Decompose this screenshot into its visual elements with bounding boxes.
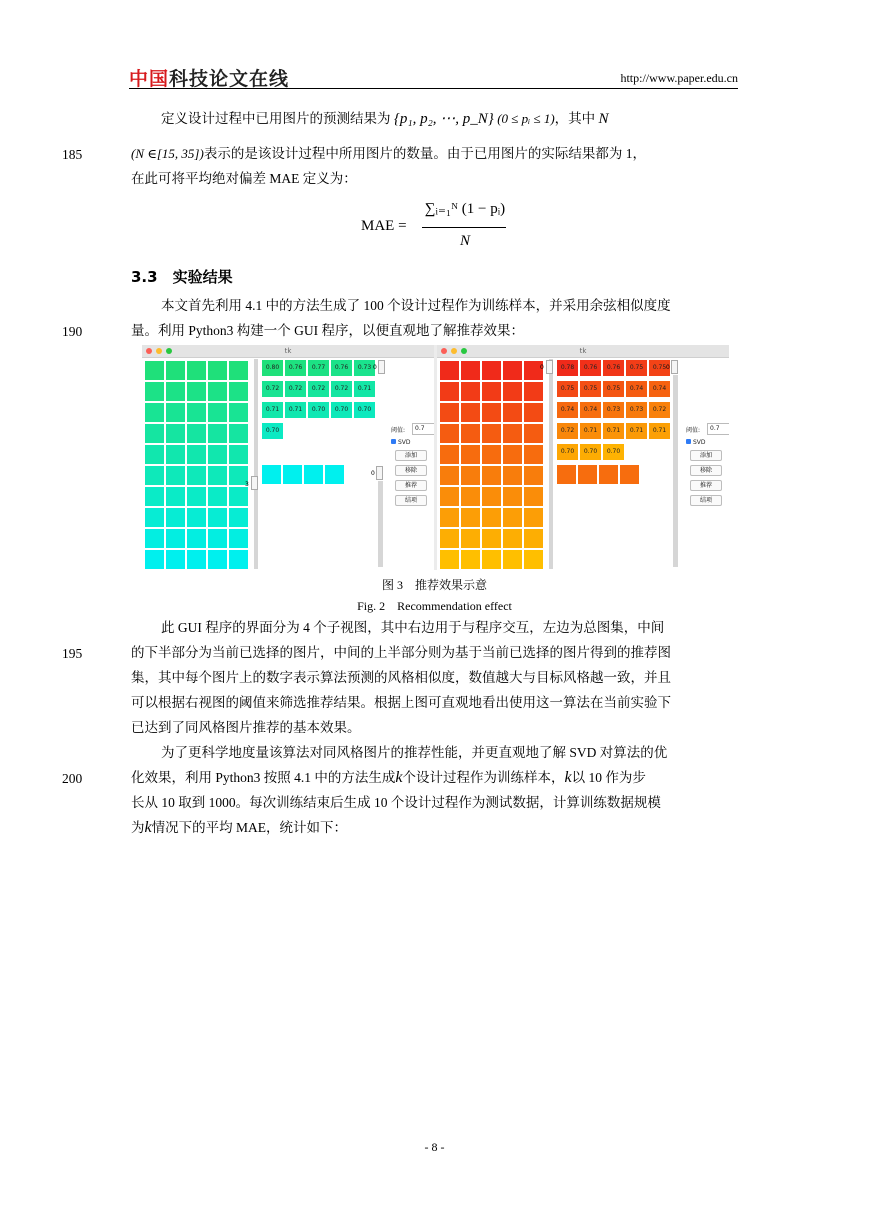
gallery-thumbnail[interactable]: [208, 466, 227, 485]
recommended-image[interactable]: 0.78: [557, 360, 578, 376]
window-title: tk: [284, 347, 292, 355]
gallery-thumbnail[interactable]: [440, 466, 459, 485]
spinbox[interactable]: [378, 360, 385, 374]
gallery-thumbnail[interactable]: [482, 550, 501, 569]
gallery-thumbnail[interactable]: [145, 550, 164, 569]
gallery-thumbnail[interactable]: [145, 445, 164, 464]
recommended-image[interactable]: 0.76: [285, 360, 306, 376]
gallery-thumbnail[interactable]: [524, 466, 543, 485]
gui-window-left: [142, 345, 434, 570]
spin-value-mid: 3: [245, 481, 249, 488]
recommended-image[interactable]: 0.72: [285, 381, 306, 397]
gallery-thumbnail[interactable]: [461, 361, 480, 380]
gallery-thumbnail[interactable]: [440, 508, 459, 527]
gallery-thumbnail[interactable]: [166, 382, 185, 401]
mae-numerator: ∑ᵢ₌₁ᴺ (1 − pᵢ): [424, 201, 506, 217]
recommended-image[interactable]: 0.74: [626, 381, 647, 397]
gallery-thumbnail[interactable]: [482, 508, 501, 527]
recommended-image[interactable]: 0.72: [649, 402, 670, 418]
gallery-thumbnail[interactable]: [145, 424, 164, 443]
gallery-scrollbar[interactable]: [254, 359, 258, 569]
gui-figure: [142, 345, 729, 570]
remove-button[interactable]: 移除: [395, 465, 427, 476]
gallery-thumbnail[interactable]: [208, 508, 227, 527]
header-rule: [129, 88, 738, 89]
recommended-image[interactable]: 0.71: [262, 402, 283, 418]
gallery-thumbnail[interactable]: [482, 361, 501, 380]
spinbox[interactable]: [251, 476, 258, 490]
gallery-thumbnail[interactable]: [461, 424, 480, 443]
gallery-thumbnail[interactable]: [503, 382, 522, 401]
line-number: 190: [62, 324, 83, 339]
recommended-image[interactable]: 0.77: [308, 360, 329, 376]
gallery-thumbnail[interactable]: [503, 487, 522, 506]
gallery-thumbnail[interactable]: [187, 361, 206, 380]
recommended-image[interactable]: 0.75: [557, 381, 578, 397]
recommended-image[interactable]: 0.71: [626, 423, 647, 439]
gallery-thumbnail[interactable]: [145, 529, 164, 548]
gallery-thumbnail[interactable]: [187, 424, 206, 443]
recommended-image[interactable]: 0.74: [649, 381, 670, 397]
gallery-thumbnail[interactable]: [482, 424, 501, 443]
section-heading: 3.3 实验结果: [131, 268, 233, 286]
recommended-image[interactable]: 0.72: [308, 381, 329, 397]
gallery-thumbnail[interactable]: [229, 508, 248, 527]
line-number: 200: [62, 771, 83, 786]
recommended-image[interactable]: 0.75: [603, 381, 624, 397]
recommended-image[interactable]: 0.75: [649, 360, 670, 376]
gallery-thumbnail[interactable]: [503, 424, 522, 443]
gallery-thumbnail[interactable]: [440, 424, 459, 443]
selected-image[interactable]: [304, 465, 323, 484]
gallery-thumbnail[interactable]: [524, 487, 543, 506]
gallery-thumbnail[interactable]: [145, 403, 164, 422]
spin-value-bottom: 0: [666, 364, 670, 371]
formula-condition: (0 ≤ pᵢ ≤ 1): [497, 111, 555, 126]
recommend-button[interactable]: 推荐: [690, 480, 722, 491]
para-line-194: 此 GUI 程序的界面分为 4 个子视图，其中右边用于与程序交互，左边为总图集，中间: [161, 620, 665, 635]
gallery-thumbnail[interactable]: [503, 403, 522, 422]
para-line-201: 长从 10 取到 1000。每次训练结束后生成 10 个设计过程作为测试数据，计算训练数据规模: [131, 795, 661, 810]
gallery-thumbnail[interactable]: [187, 508, 206, 527]
gallery-thumbnail[interactable]: [166, 361, 185, 380]
recommended-image[interactable]: 0.75: [580, 381, 601, 397]
gallery-thumbnail[interactable]: [461, 529, 480, 548]
recommend-scrollbar[interactable]: [673, 375, 678, 567]
recommended-image[interactable]: 0.72: [557, 423, 578, 439]
gallery-thumbnail[interactable]: [461, 508, 480, 527]
title-bar: [142, 345, 434, 358]
gallery-scrollbar[interactable]: [549, 359, 553, 569]
gallery-thumbnail[interactable]: [229, 529, 248, 548]
gallery-thumbnail[interactable]: [524, 424, 543, 443]
selected-image[interactable]: [283, 465, 302, 484]
gallery-thumbnail[interactable]: [440, 382, 459, 401]
recommended-image[interactable]: 0.76: [331, 360, 352, 376]
gallery-thumbnail[interactable]: [440, 403, 459, 422]
selected-image[interactable]: [620, 465, 639, 484]
gallery-thumbnail[interactable]: [461, 487, 480, 506]
gallery-thumbnail[interactable]: [440, 550, 459, 569]
selected-image[interactable]: [325, 465, 344, 484]
gallery-thumbnail[interactable]: [166, 403, 185, 422]
gui-window-right: [437, 345, 729, 570]
add-button[interactable]: 添加: [690, 450, 722, 461]
gallery-thumbnail[interactable]: [440, 487, 459, 506]
recommended-image[interactable]: 0.80: [262, 360, 283, 376]
recommended-image[interactable]: 0.70: [354, 402, 375, 418]
gallery-thumbnail[interactable]: [229, 550, 248, 569]
gallery-thumbnail[interactable]: [208, 445, 227, 464]
recommended-image[interactable]: 0.74: [557, 402, 578, 418]
gallery-thumbnail[interactable]: [503, 445, 522, 464]
gallery-thumbnail[interactable]: [482, 382, 501, 401]
page-number: - 8 -: [424, 1140, 445, 1154]
gallery-thumbnail[interactable]: [503, 550, 522, 569]
header-url: http://www.paper.edu.cn: [620, 71, 738, 85]
recommended-image[interactable]: 0.70: [603, 444, 624, 460]
line-number: 185: [62, 147, 83, 162]
gallery-thumbnail[interactable]: [229, 487, 248, 506]
gallery-thumbnail[interactable]: [524, 403, 543, 422]
selected-image[interactable]: [599, 465, 618, 484]
gallery-thumbnail[interactable]: [503, 529, 522, 548]
mae-lhs: MAE =: [361, 218, 407, 234]
recommended-image[interactable]: 0.74: [580, 402, 601, 418]
title-bar: [437, 345, 729, 358]
gallery-thumbnail[interactable]: [482, 529, 501, 548]
gallery-thumbnail[interactable]: [187, 529, 206, 548]
gallery-thumbnail[interactable]: [482, 466, 501, 485]
gallery-thumbnail[interactable]: [229, 403, 248, 422]
gallery-thumbnail[interactable]: [229, 424, 248, 443]
para-line-185: (N ∈[15, 35])表示的是该设计过程中所用图片的数量。由于已用图片的实际结果都为 1，: [131, 146, 646, 161]
gallery-thumbnail[interactable]: [461, 403, 480, 422]
gallery-thumbnail[interactable]: [524, 508, 543, 527]
gallery-thumbnail[interactable]: [208, 550, 227, 569]
para-line-190: 量。利用 Python3 构建一个 GUI 程序，以便直观地了解推荐效果：: [131, 323, 525, 338]
recommended-image[interactable]: 0.75: [626, 360, 647, 376]
svd-checkbox[interactable]: SVD: [686, 439, 706, 446]
gallery-thumbnail[interactable]: [440, 361, 459, 380]
gallery-thumbnail[interactable]: [187, 466, 206, 485]
recommended-image[interactable]: 0.71: [649, 423, 670, 439]
recommended-image[interactable]: 0.73: [603, 402, 624, 418]
para-line-202: 为k情况下的平均 MAE，统计如下：: [131, 819, 347, 836]
gallery-thumbnail[interactable]: [208, 487, 227, 506]
gallery-thumbnail[interactable]: [503, 361, 522, 380]
threshold-label: 阈值:: [686, 427, 701, 434]
gallery-thumbnail[interactable]: [187, 445, 206, 464]
spinbox[interactable]: [671, 360, 678, 374]
recommended-image[interactable]: 0.70: [580, 444, 601, 460]
gallery-thumbnail[interactable]: [145, 361, 164, 380]
para-line-200: 化效果，利用 Python3 按照 4.1 中的方法生成k个设计过程作为训练样本，k以 10 作为步: [131, 769, 646, 786]
gallery-thumbnail[interactable]: [524, 529, 543, 548]
recommended-image[interactable]: 0.76: [603, 360, 624, 376]
spinbox[interactable]: [376, 466, 383, 480]
threshold-input[interactable]: 0.7: [707, 423, 729, 435]
finish-button[interactable]: 结项: [690, 495, 722, 506]
journal-logo: 中国科技论文在线: [129, 68, 290, 90]
spin-value-top: 0: [540, 364, 544, 371]
recommended-image[interactable]: 0.71: [285, 402, 306, 418]
para-line-196: 集，其中每个图片上的数字表示算法预测的风格相似度，数值越大与目标风格越一致，并且: [131, 670, 671, 685]
para-line-198: 已达到了同风格图片推荐的基本效果。: [131, 720, 361, 735]
gallery-thumbnail[interactable]: [145, 382, 164, 401]
gallery-thumbnail[interactable]: [482, 445, 501, 464]
para-line-199: 为了更科学地度量该算法对同风格图片的推荐性能，并更直观地了解 SVD 对算法的优: [161, 745, 668, 760]
figure-caption-en: Fig. 2 Recommendation effect: [357, 599, 512, 613]
recommended-image[interactable]: 0.73: [354, 360, 375, 376]
figure-caption-cn: 图 3 推荐效果示意: [381, 578, 487, 592]
selected-scrollbar[interactable]: [378, 481, 383, 567]
recommended-image[interactable]: 0.71: [603, 423, 624, 439]
para-mae-intro: 定义设计过程中已用图片的预测结果为 {p₁, p₂, ⋯, p_N} (0 ≤ pᵢ ≤ 1)，其中 N: [161, 111, 609, 127]
gallery-thumbnail[interactable]: [461, 382, 480, 401]
spin-value-top: 0: [373, 364, 377, 371]
gallery-thumbnail[interactable]: [166, 508, 185, 527]
gallery-thumbnail[interactable]: [166, 487, 185, 506]
gallery-thumbnail[interactable]: [461, 466, 480, 485]
selected-image[interactable]: [557, 465, 576, 484]
gallery-thumbnail[interactable]: [208, 529, 227, 548]
spin-value-bottom: 0: [371, 470, 375, 477]
recommended-image[interactable]: 0.73: [626, 402, 647, 418]
gallery-thumbnail[interactable]: [166, 550, 185, 569]
gallery-thumbnail[interactable]: [229, 361, 248, 380]
gallery-thumbnail[interactable]: [482, 487, 501, 506]
finish-button[interactable]: 结项: [395, 495, 427, 506]
recommended-image[interactable]: 0.72: [331, 381, 352, 397]
gallery-thumbnail[interactable]: [524, 550, 543, 569]
recommended-image[interactable]: 0.70: [557, 444, 578, 460]
gallery-thumbnail[interactable]: [145, 508, 164, 527]
gallery-thumbnail[interactable]: [187, 550, 206, 569]
gallery-thumbnail[interactable]: [166, 529, 185, 548]
window-title: tk: [579, 347, 587, 355]
gallery-thumbnail[interactable]: [166, 466, 185, 485]
gallery-thumbnail[interactable]: [503, 508, 522, 527]
gallery-thumbnail[interactable]: [187, 403, 206, 422]
para-line-195: 的下半部分为当前已选择的图片，中间的上半部分则为基于当前已选择的图片得到的推荐图: [131, 645, 671, 660]
gallery-thumbnail[interactable]: [229, 382, 248, 401]
recommended-image[interactable]: 0.70: [262, 423, 283, 439]
para-line-189: 本文首先利用 4.1 中的方法生成了 100 个设计过程作为训练样本，并采用余弦相似度度: [161, 298, 671, 313]
gallery-thumbnail[interactable]: [166, 445, 185, 464]
gallery-thumbnail[interactable]: [461, 550, 480, 569]
selected-image[interactable]: [578, 465, 597, 484]
gallery-thumbnail[interactable]: [524, 445, 543, 464]
add-button[interactable]: 添加: [395, 450, 427, 461]
recommended-image[interactable]: 0.72: [262, 381, 283, 397]
threshold-label: 阈值:: [391, 427, 406, 434]
gallery-thumbnail[interactable]: [524, 382, 543, 401]
remove-button[interactable]: 移除: [690, 465, 722, 476]
gallery-thumbnail[interactable]: [145, 487, 164, 506]
gallery-thumbnail[interactable]: [461, 445, 480, 464]
gallery-thumbnail[interactable]: [440, 529, 459, 548]
para-line-186: 在此可将平均绝对偏差 MAE 定义为：: [131, 171, 357, 186]
gallery-thumbnail[interactable]: [166, 424, 185, 443]
selected-image[interactable]: [262, 465, 281, 484]
gallery-thumbnail[interactable]: [503, 466, 522, 485]
gallery-thumbnail[interactable]: [208, 403, 227, 422]
recommended-image[interactable]: 0.76: [580, 360, 601, 376]
gallery-thumbnail[interactable]: [187, 382, 206, 401]
svd-checkbox[interactable]: SVD: [391, 439, 411, 446]
gallery-thumbnail[interactable]: [208, 424, 227, 443]
mae-denominator: N: [459, 233, 470, 249]
recommended-image[interactable]: 0.70: [308, 402, 329, 418]
recommend-button[interactable]: 推荐: [395, 480, 427, 491]
threshold-input[interactable]: 0.7: [412, 423, 434, 435]
para-line-197: 可以根据右视图的阈值来筛选推荐结果。根据上图可直观地看出使用这一算法在当前实验下: [131, 695, 671, 710]
recommended-image[interactable]: 0.71: [580, 423, 601, 439]
formula-set: {p₁, p₂, ⋯, p_N}: [393, 111, 494, 127]
gallery-thumbnail[interactable]: [229, 445, 248, 464]
gallery-thumbnail[interactable]: [440, 445, 459, 464]
recommended-image[interactable]: 0.71: [354, 381, 375, 397]
gallery-thumbnail[interactable]: [187, 487, 206, 506]
gallery-thumbnail[interactable]: [208, 382, 227, 401]
gallery-thumbnail[interactable]: [482, 403, 501, 422]
gallery-thumbnail[interactable]: [145, 466, 164, 485]
fraction-bar: [422, 227, 506, 228]
gallery-thumbnail[interactable]: [208, 361, 227, 380]
line-number: 195: [62, 646, 83, 661]
spinbox[interactable]: [546, 360, 553, 374]
recommended-image[interactable]: 0.70: [331, 402, 352, 418]
